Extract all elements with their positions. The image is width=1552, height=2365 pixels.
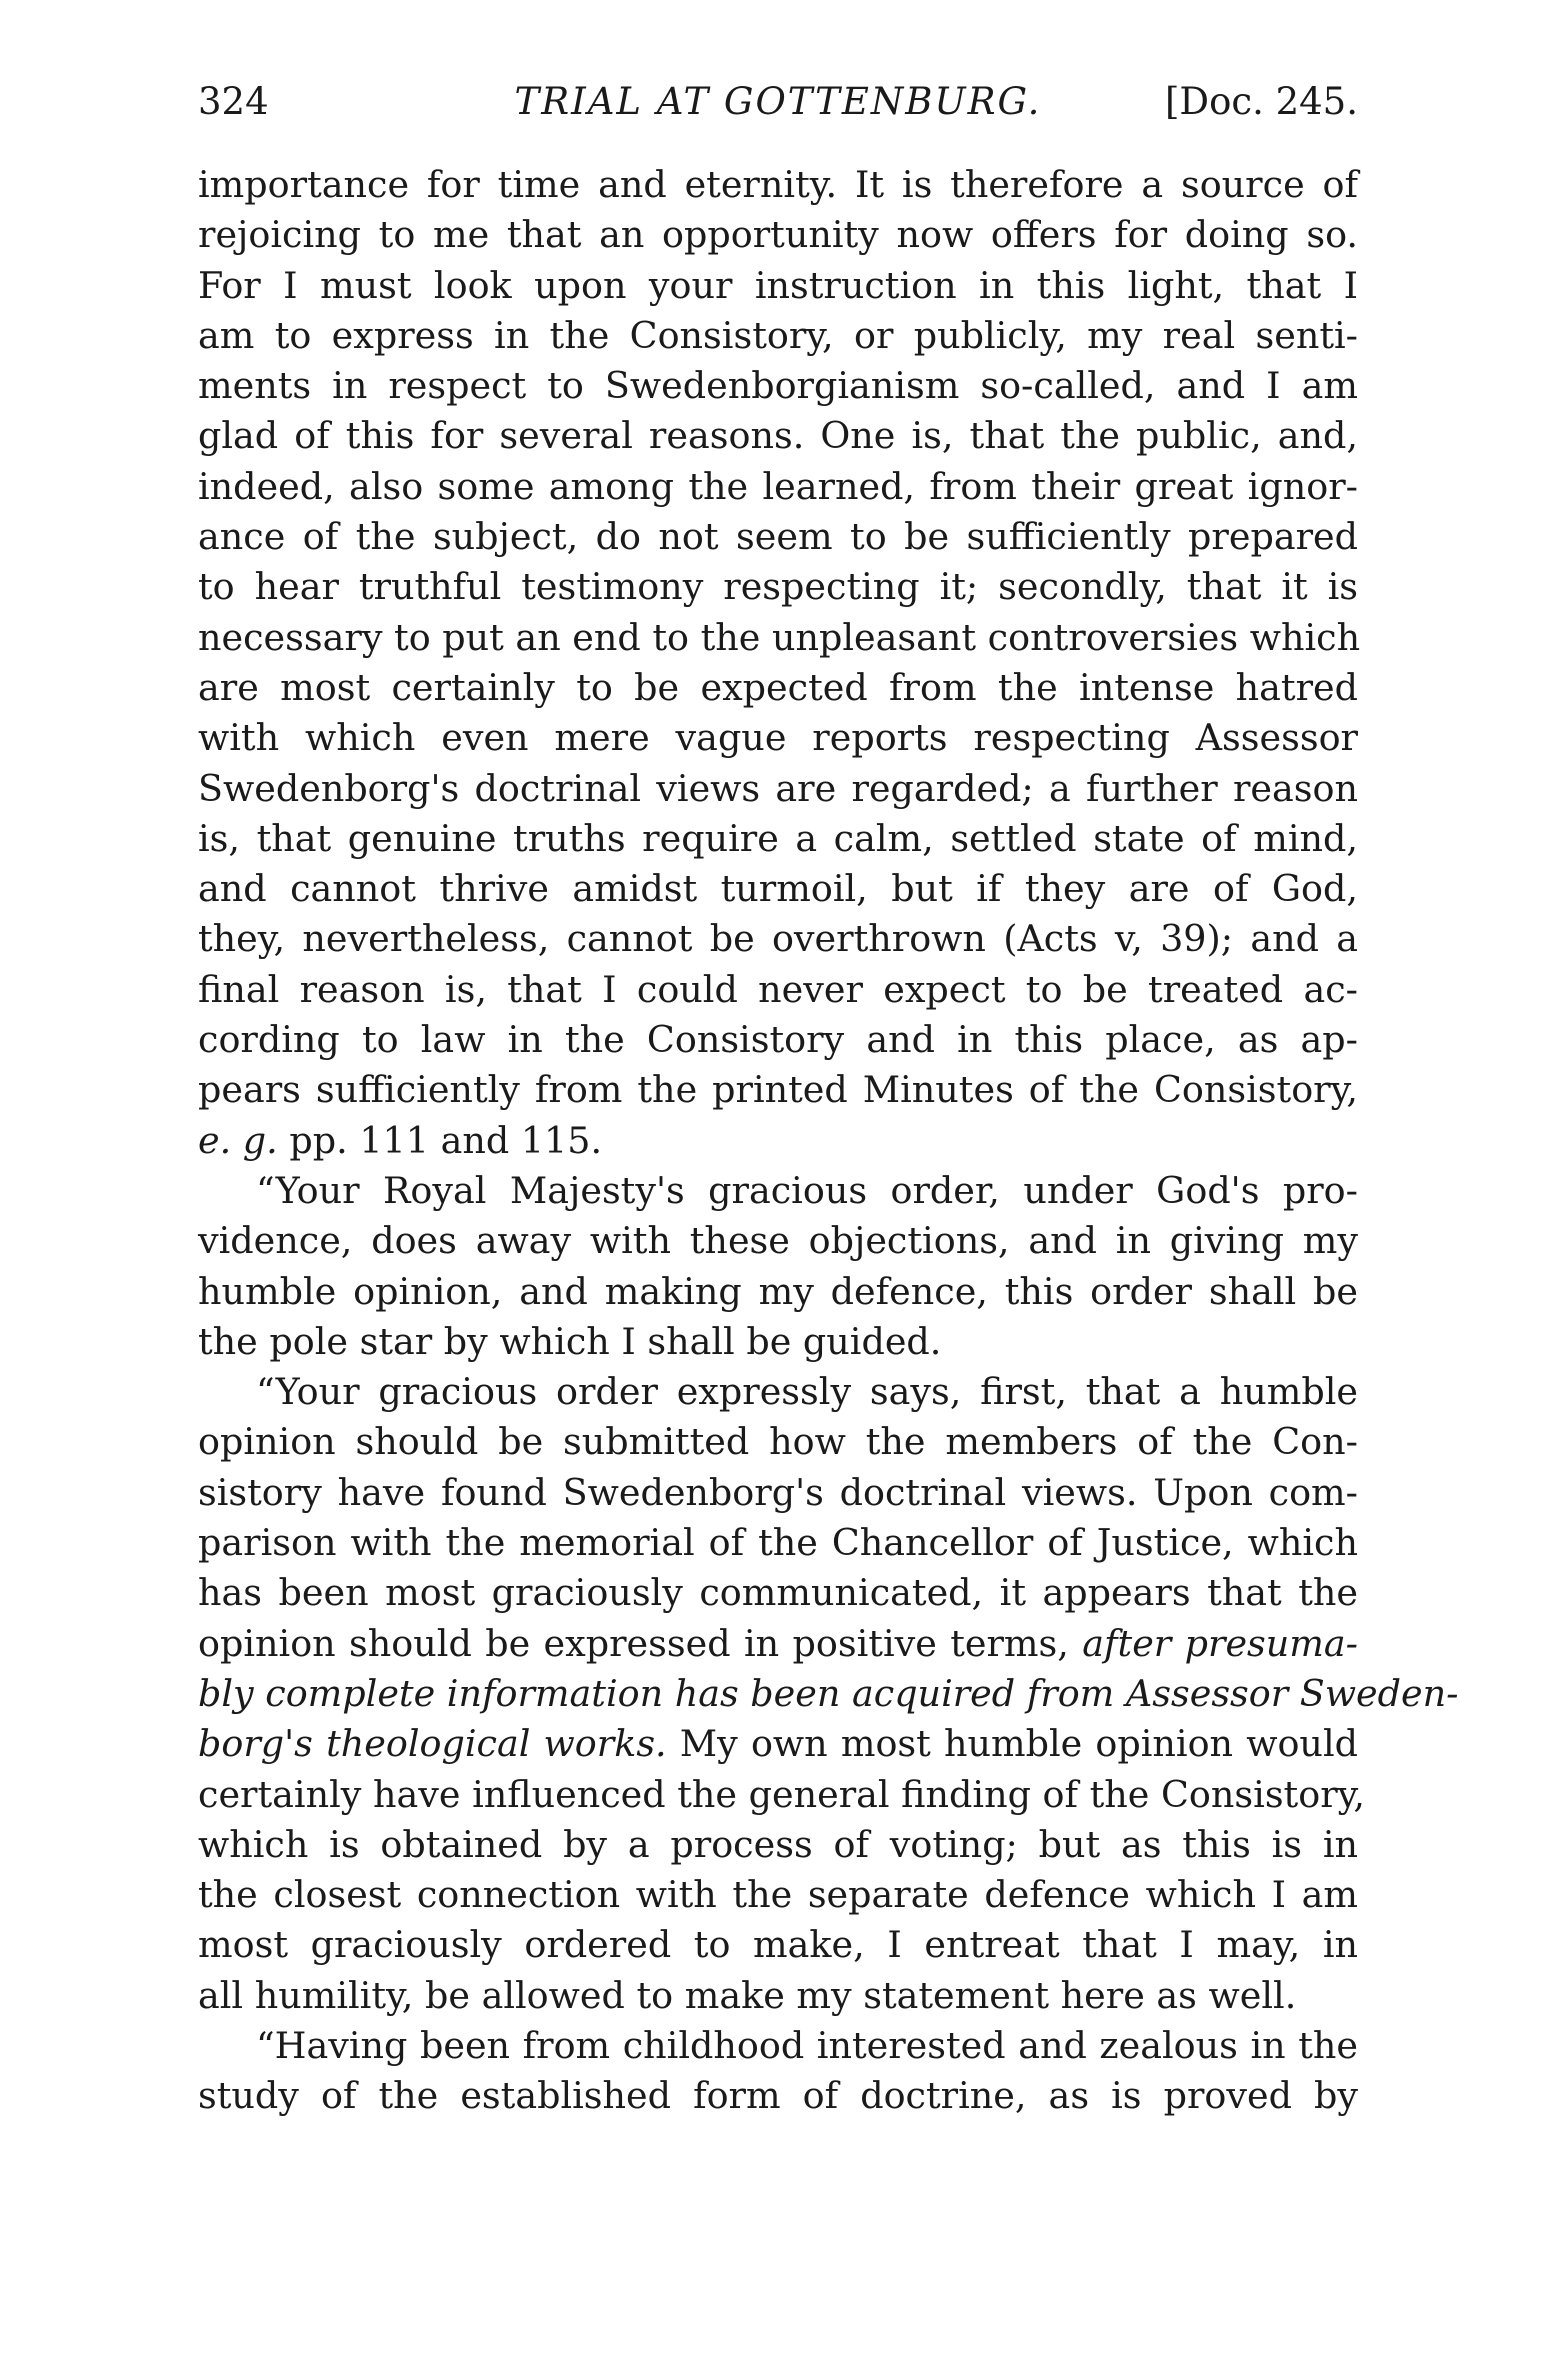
text-line: they, nevertheless, cannot be overthrown (Acts v, 39); and a <box>198 917 1358 961</box>
text-line: are most certainly to be expected from the intense hatred <box>198 665 1358 709</box>
running-head <box>198 72 1358 132</box>
text-line: opinion should be submitted how the members of the Con- <box>198 1420 1358 1464</box>
text-line: the closest connection with the separate defence which I am <box>198 1873 1358 1917</box>
text-line: which is obtained by a process of voting; but as this is in <box>198 1822 1358 1866</box>
text-line: parison with the memorial of the Chancellor of Justice, which <box>198 1521 1358 1565</box>
text-line: am to express in the Consistory, or publicly, my real senti- <box>198 313 1358 357</box>
text-line: has been most graciously communicated, it appears that the <box>198 1571 1358 1615</box>
text-line: rejoicing to me that an opportunity now offers for doing so. <box>198 213 1358 257</box>
text-line: Swedenborg's doctrinal views are regarded; a further reason <box>198 766 1358 810</box>
body-text <box>198 160 1459 2122</box>
text-line: “Your Royal Majesty's gracious order, under God's pro- <box>256 1168 1358 1212</box>
text-line: is, that genuine truths require a calm, settled state of mind, <box>198 816 1358 860</box>
text-line: importance for time and eternity. It is therefore a source of <box>198 163 1358 206</box>
text-line: cording to law in the Consistory and in this place, as ap- <box>198 1018 1358 1062</box>
text-line: “Your gracious order expressly says, first, that a humble <box>256 1370 1358 1414</box>
text-line: study of the established form of doctrine, as is proved by <box>198 2074 1358 2118</box>
text-line: and cannot thrive amidst turmoil, but if they are of God, <box>198 867 1358 911</box>
page-number: 324 <box>198 80 269 123</box>
text-line: final reason is, that I could never expect to be treated ac- <box>198 967 1358 1011</box>
text-line: glad of this for several reasons. One is, that the public, and, <box>198 414 1358 458</box>
text-line: with which even mere vague reports respecting Assessor <box>198 716 1358 760</box>
text-line: opinion should be expressed in positive terms, after presuma- <box>198 1621 1358 1665</box>
text-line: bly complete information has been acquired from Assessor Sweden- <box>198 1671 1459 1715</box>
text-line: borg's theological works. My own most humble opinion would <box>198 1722 1358 1766</box>
text-line: certainly have influenced the general finding of the Consistory, <box>198 1772 1366 1816</box>
text-line: most graciously ordered to make, I entreat that I may, in <box>198 1923 1358 1967</box>
text-line: necessary to put an end to the unpleasant controversies which <box>198 615 1361 659</box>
running-title: TRIAL AT GOTTENBURG. <box>514 80 1042 123</box>
document-reference: [Doc. 245. <box>1164 80 1358 123</box>
text-line: the pole star by which I shall be guided. <box>198 1319 942 1363</box>
text-line: pears sufficiently from the printed Minutes of the Consistory, <box>198 1068 1358 1112</box>
text-line: “Having been from childhood interested and zealous in the <box>256 2023 1358 2067</box>
text-line: ments in respect to Swedenborgianism so-called, and I am <box>198 364 1358 408</box>
text-line: all humility, be allowed to make my statement here as well. <box>198 1973 1297 2017</box>
text-line: e. g. pp. 111 and 115. <box>198 1118 603 1162</box>
text-line: humble opinion, and making my defence, this order shall be <box>198 1269 1358 1313</box>
text-line: ance of the subject, do not seem to be sufficiently prepared <box>198 515 1358 559</box>
text-line: sistory have found Swedenborg's doctrinal views. Upon com- <box>198 1470 1358 1514</box>
text-line: indeed, also some among the learned, from their great ignor- <box>198 464 1358 508</box>
text-line: to hear truthful testimony respecting it; secondly, that it is <box>198 565 1358 609</box>
text-line: For I must look upon your instruction in this light, that I <box>198 263 1358 307</box>
text-line: vidence, does away with these objections, and in giving my <box>198 1219 1358 1263</box>
